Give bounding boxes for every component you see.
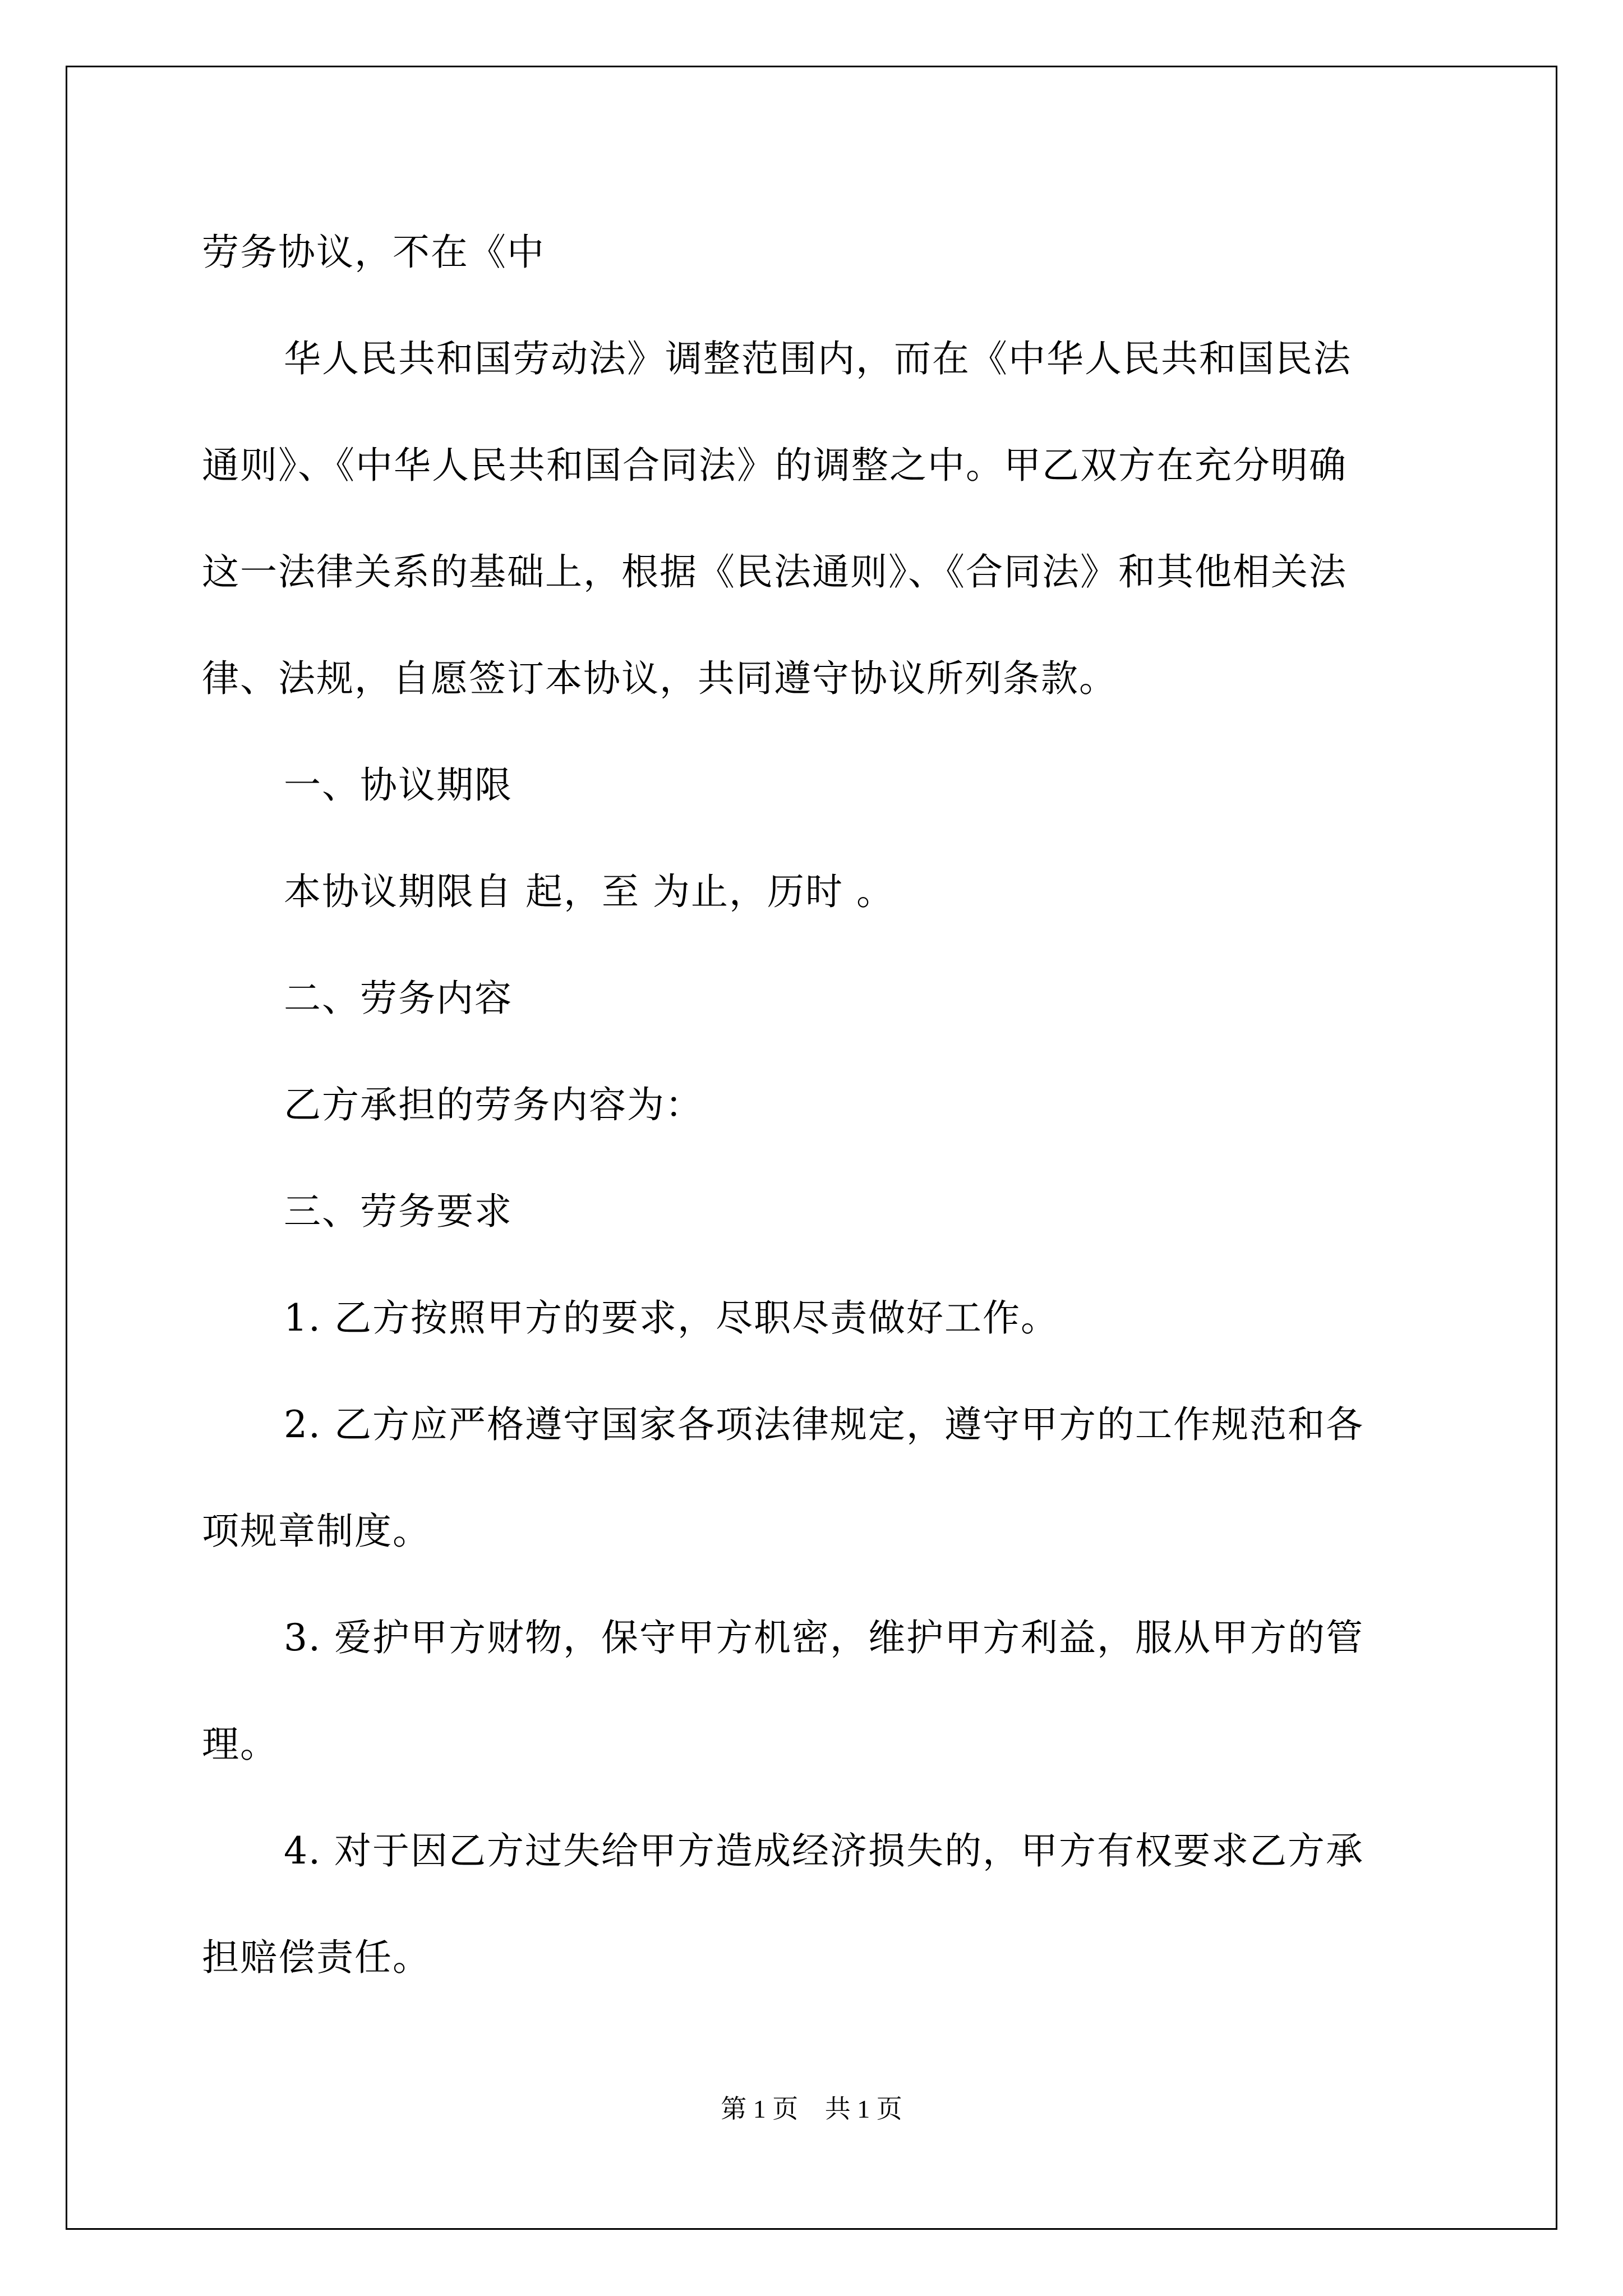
page-number-total: 共 1 页 xyxy=(824,2095,902,2123)
list-item: 4. 对于因乙方过失给甲方造成经济损失的，甲方有权要求乙方承 xyxy=(284,1829,1364,1872)
paragraph-line: 华人民共和国劳动法》调整范围内，而在《中华人民共和国民法 xyxy=(284,337,1352,380)
list-item-continuation: 理。 xyxy=(202,1723,278,1766)
section-heading: 一、协议期限 xyxy=(284,763,513,807)
paragraph-line: 通则》、《中华人民共和国合同法》的调整之中。甲乙双方在充分明确 xyxy=(202,444,1347,487)
list-item-continuation: 担赔偿责任。 xyxy=(202,1936,431,1979)
paragraph-line: 乙方承担的劳务内容为： xyxy=(284,1083,703,1126)
section-heading: 三、劳务要求 xyxy=(284,1190,513,1233)
list-item-continuation: 项规章制度。 xyxy=(202,1510,431,1553)
list-item: 2. 乙方应严格遵守国家各项法律规定，遵守甲方的工作规范和各 xyxy=(284,1403,1364,1446)
paragraph-line: 劳务协议，不在《中 xyxy=(202,231,545,274)
paragraph-line: 这一法律关系的基础上，根据《民法通则》、《合同法》和其他相关法 xyxy=(202,550,1347,593)
list-item: 3. 爱护甲方财物，保守甲方机密，维护甲方利益，服从甲方的管 xyxy=(284,1616,1364,1659)
paragraph-line: 本协议期限自 起，至 为止，历时 。 xyxy=(284,870,895,913)
list-item: 1. 乙方按照甲方的要求，尽职尽责做好工作。 xyxy=(284,1296,1059,1340)
page-number-current: 第 1 页 xyxy=(721,2095,799,2123)
page-footer xyxy=(0,2092,1623,2126)
section-heading: 二、劳务内容 xyxy=(284,977,513,1020)
paragraph-line: 律、法规，自愿签订本协议，共同遵守协议所列条款。 xyxy=(202,657,1117,700)
document-body xyxy=(202,199,1430,2011)
